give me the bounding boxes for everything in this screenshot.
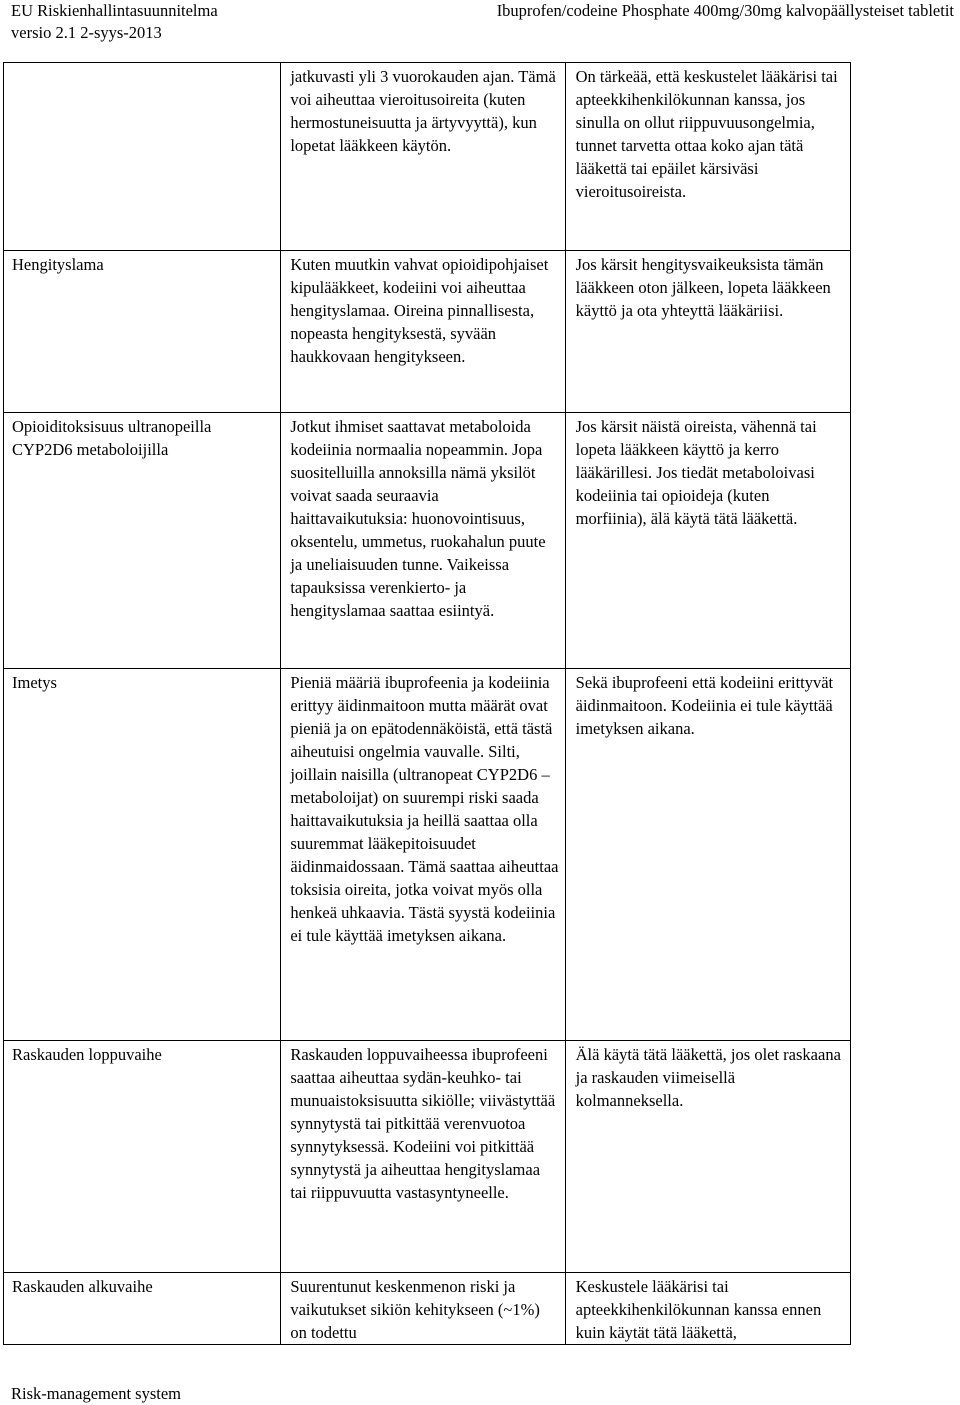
risk-description: Kuten muutkin vahvat opioidipohjaiset kipulääkkeet, kodeiini voi aiheuttaa hengityslamaa. Oireina pinnallisesta, nopeasta hengityksestä, syvään haukkovaan hengitykseen. xyxy=(281,251,565,413)
page-footer: Risk-management system xyxy=(11,1384,182,1403)
risk-label xyxy=(4,63,281,251)
risk-label: Raskauden alkuvaihe xyxy=(4,1273,281,1345)
risk-description: Suurentunut keskenmenon riski ja vaikutukset sikiön kehitykseen (~1%) on todettu xyxy=(281,1273,565,1345)
risk-advice: Keskustele lääkärisi tai apteekkihenkilökunnan kanssa ennen kuin käytät tätä lääkettä, xyxy=(565,1273,850,1345)
document-title: EU Riskienhallintasuunnitelma xyxy=(11,1,218,20)
version-label: versio 2.1 2-syys-2013 xyxy=(11,23,162,42)
risk-description: jatkuvasti yli 3 vuorokauden ajan. Tämä voi aiheuttaa vieroitusoireita (kuten hermostuneisuutta ja ärtyvyyttä), kun lopetat lääkkeen käytön. xyxy=(281,63,565,251)
risk-table xyxy=(3,62,851,1345)
risk-advice: On tärkeää, että keskustelet lääkärisi tai apteekkihenkilökunnan kanssa, jos sinulla on ollut riippuvuusongelmia, tunnet tarvetta ottaa koko ajan tätä lääkettä tai epäilet kärsiväsi vieroitusoireista. xyxy=(565,63,850,251)
risk-advice: Jos kärsit näistä oireista, vähennä tai lopeta lääkkeen käyttö ja kerro lääkärillesi. Jos tiedät metaboloivasi kodeiinia tai opioideja (kuten morfiinia), älä käytä tätä lääkettä. xyxy=(565,413,850,669)
risk-description: Raskauden loppuvaiheessa ibuprofeeni saattaa aiheuttaa sydän-keuhko- tai munuaistoksisuutta sikiölle; viivästyttää synnytystä tai pitkittää verenvuotoa synnytyksessä. Kodeiini voi pitkittää synnytystä ja aiheuttaa hengityslamaa tai riippuvuutta vastasyntyneelle. xyxy=(281,1041,565,1273)
table-row xyxy=(4,251,851,413)
table-row xyxy=(4,413,851,669)
risk-advice: Jos kärsit hengitysvaikeuksista tämän lääkkeen oton jälkeen, lopeta lääkkeen käyttö ja ota yhteyttä lääkäriisi. xyxy=(565,251,850,413)
risk-label: Hengityslama xyxy=(4,251,281,413)
table-row xyxy=(4,1273,851,1345)
risk-description: Pieniä määriä ibuprofeenia ja kodeiinia erittyy äidinmaitoon mutta määrät ovat pieniä ja on epätodennäköistä, että tästä aiheutuisi ongelmia vauvalle. Silti, joillain naisilla (ultranopeat CYP2D6 – metaboloijat) on suurempi riski saada haittavaikutuksia ja heillä saattaa olla suuremmat lääkepitoisuudet äidinmaidossaan. Tämä saattaa aiheuttaa toksisia oireita, jotka voivat myös olla henkeä uhkaavia. Tästä syystä kodeiinia ei tule käyttää imetyksen aikana. xyxy=(281,669,565,1041)
risk-label: Opioiditoksisuus ultranopeilla CYP2D6 metaboloijilla xyxy=(4,413,281,669)
risk-label: Imetys xyxy=(4,669,281,1041)
risk-description: Jotkut ihmiset saattavat metaboloida kodeiinia normaalia nopeammin. Jopa suositelluilla annoksilla nämä yksilöt voivat saada seuraavia haittavaikutuksia: huonovointisuus, oksentelu, ummetus, ruokahalun puute ja uneliaisuuden tunne. Vaikeissa tapauksissa verenkierto- ja hengityslamaa saattaa esiintyä. xyxy=(281,413,565,669)
table-row xyxy=(4,63,851,251)
product-title: Ibuprofen/codeine Phosphate 400mg/30mg kalvopäällysteiset tabletit xyxy=(496,1,954,20)
risk-label: Raskauden loppuvaihe xyxy=(4,1041,281,1273)
risk-advice: Älä käytä tätä lääkettä, jos olet raskaana ja raskauden viimeisellä kolmanneksella. xyxy=(565,1041,850,1273)
risk-advice: Sekä ibuprofeeni että kodeiini erittyvät äidinmaitoon. Kodeiinia ei tule käyttää imetyksen aikana. xyxy=(565,669,850,1041)
table-row xyxy=(4,669,851,1041)
table-row xyxy=(4,1041,851,1273)
